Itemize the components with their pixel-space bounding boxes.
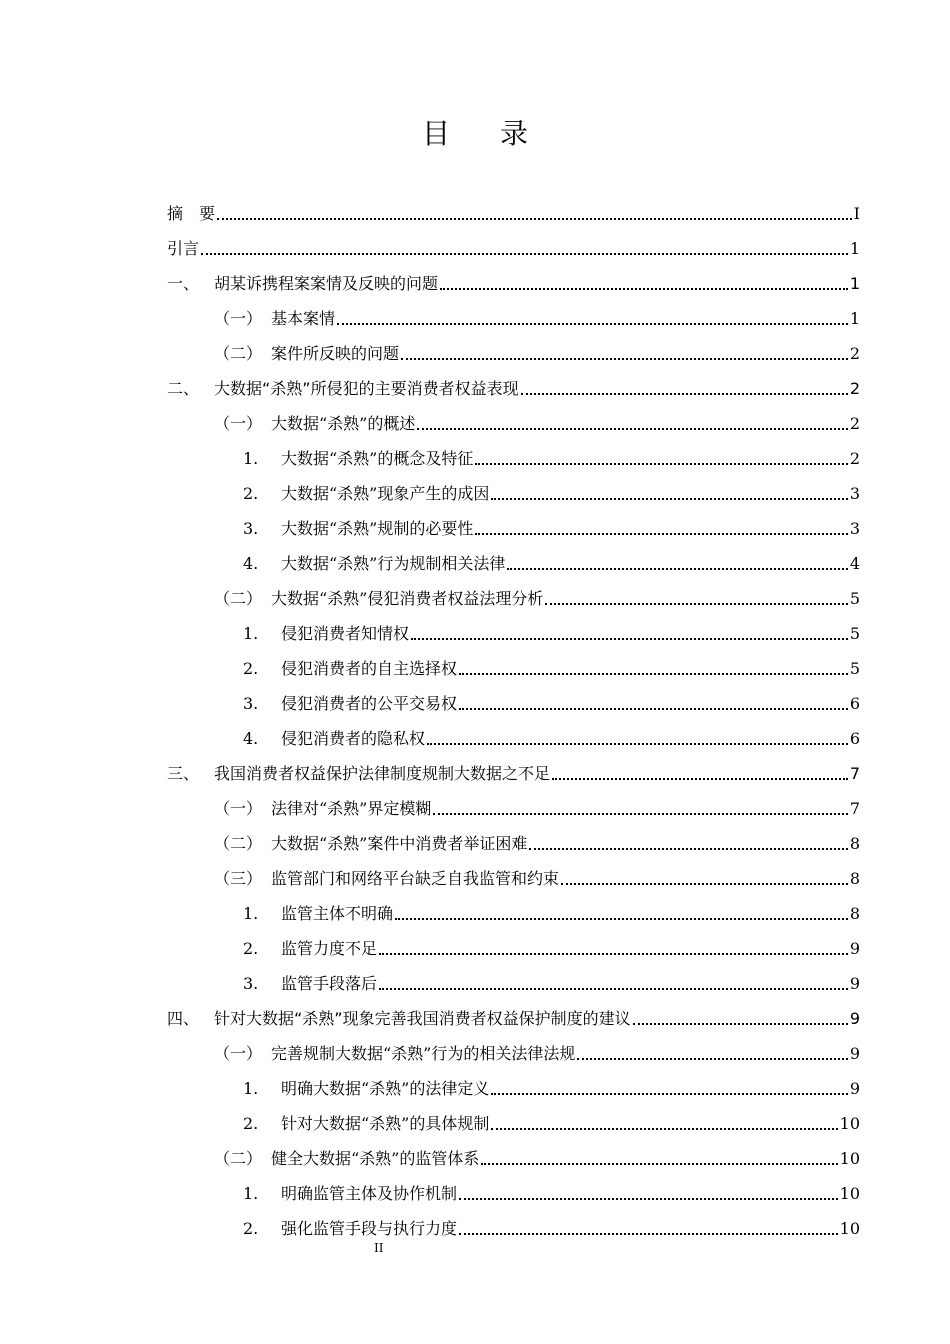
toc-leader (459, 707, 848, 710)
toc-page: 8 (849, 869, 860, 888)
toc-entry-section[interactable] (167, 330, 860, 365)
toc-entry-subsection[interactable] (167, 505, 860, 540)
toc-number: 四、 (167, 1009, 200, 1028)
toc-number: 1. (243, 449, 259, 468)
toc-page: 3 (849, 484, 860, 503)
toc-entry-section[interactable] (167, 785, 860, 820)
toc-title: 侵犯消费者的公平交易权 (281, 694, 458, 713)
toc-page: 6 (849, 694, 860, 713)
toc-leader (395, 917, 848, 920)
toc-page: 9 (849, 1044, 860, 1063)
toc-leader (529, 847, 847, 850)
toc-number: （一） (214, 799, 263, 818)
toc-leader (440, 287, 848, 290)
toc-page: 5 (849, 659, 860, 678)
toc-page: 9 (849, 939, 860, 958)
toc-title: 强化监管手段与执行力度 (281, 1219, 458, 1238)
toc-page: 10 (839, 1149, 860, 1168)
toc-number: （二） (214, 589, 263, 608)
toc-number: 摘 要 (167, 204, 216, 223)
toc-entry-section[interactable] (167, 400, 860, 435)
toc-number: （一） (214, 414, 263, 433)
toc-entry-subsection[interactable] (167, 435, 860, 470)
toc-number: 二、 (167, 379, 200, 398)
toc-page: 9 (849, 1079, 860, 1098)
toc-entry-section[interactable] (167, 1030, 860, 1065)
toc-page: 2 (849, 344, 860, 363)
toc-leader (521, 392, 848, 395)
toc-number: 3. (243, 694, 259, 713)
toc-page: I (853, 204, 860, 223)
toc-leader (379, 952, 848, 955)
toc-leader (217, 217, 852, 220)
toc-title: 大数据“杀熟”所侵犯的主要消费者权益表现 (214, 379, 519, 398)
toc-title: 明确大数据“杀熟”的法律定义 (281, 1079, 490, 1098)
toc-title: 针对大数据“杀熟”的具体规制 (281, 1114, 490, 1133)
toc-title: 健全大数据“杀熟”的监管体系 (271, 1149, 480, 1168)
toc-entry-intro[interactable] (167, 225, 860, 260)
toc-page: 8 (849, 834, 860, 853)
title-char-1: 目 (421, 117, 450, 150)
toc-leader (545, 602, 847, 605)
toc-number: 4. (243, 554, 259, 573)
toc-entry-subsection[interactable] (167, 1065, 860, 1100)
toc-title: 基本案情 (271, 309, 336, 328)
toc-leader (491, 497, 847, 500)
toc-title: 侵犯消费者知情权 (281, 624, 410, 643)
toc-number: 4. (243, 729, 259, 748)
toc-leader (577, 1057, 847, 1060)
toc-title: 引言 (167, 239, 200, 258)
toc-title: 完善规制大数据“杀熟”行为的相关法律法规 (271, 1044, 576, 1063)
toc-number: （一） (214, 1044, 263, 1063)
toc-title: 法律对“杀熟”界定模糊 (271, 799, 432, 818)
toc-page: 7 (849, 799, 860, 818)
toc-title: 大数据“杀熟”案件中消费者举证困难 (271, 834, 528, 853)
toc-leader (561, 882, 848, 885)
toc-number: （二） (214, 344, 263, 363)
toc-page: 8 (849, 904, 860, 923)
toc-number: （一） (214, 309, 263, 328)
toc-leader (475, 462, 847, 465)
toc-page: 1 (849, 309, 860, 328)
toc-number: 1. (243, 1079, 259, 1098)
toc-title: 大数据“杀熟”的概述 (271, 414, 416, 433)
toc-page: 1 (849, 274, 860, 293)
toc-title: 大数据“杀熟”现象产生的成因 (281, 484, 490, 503)
toc-entry-subsection[interactable] (167, 1170, 860, 1205)
toc-number: （二） (214, 1149, 263, 1168)
toc-leader (417, 427, 847, 430)
toc-entry-subsection[interactable] (167, 610, 860, 645)
toc-number: 2. (243, 1114, 259, 1133)
toc-number: （三） (214, 869, 263, 888)
toc-title: 案件所反映的问题 (271, 344, 400, 363)
toc-number: 1. (243, 904, 259, 923)
page-number-footer: II (374, 1241, 384, 1255)
toc-title: 胡某诉携程案案情及反映的问题 (214, 274, 439, 293)
toc-number: 3. (243, 519, 259, 538)
toc-number: 2. (243, 659, 259, 678)
toc-entry-section[interactable] (167, 575, 860, 610)
toc-leader (459, 1232, 838, 1235)
toc-entry-chapter[interactable] (167, 365, 860, 400)
toc-page: 2 (849, 414, 860, 433)
toc-entry-subsection[interactable] (167, 470, 860, 505)
toc-number: 2. (243, 484, 259, 503)
toc-leader (491, 1092, 847, 1095)
toc-entry-subsection[interactable] (167, 680, 860, 715)
toc-entry-section[interactable] (167, 855, 860, 890)
toc-page: 1 (849, 239, 860, 258)
toc-title: 侵犯消费者的隐私权 (281, 729, 426, 748)
toc-title: 大数据“杀熟”的概念及特征 (281, 449, 474, 468)
toc-number: 1. (243, 1184, 259, 1203)
toc-number: 3. (243, 974, 259, 993)
toc-title: 监管手段落后 (281, 974, 378, 993)
toc-title: 明确监管主体及协作机制 (281, 1184, 458, 1203)
title-char-2: 录 (500, 117, 529, 150)
toc-entry-subsection[interactable] (167, 1100, 860, 1135)
toc-entry-chapter[interactable] (167, 750, 860, 785)
toc-title: 侵犯消费者的自主选择权 (281, 659, 458, 678)
toc-leader (633, 1022, 848, 1025)
toc-leader (411, 637, 848, 640)
toc-title: 大数据“杀熟”侵犯消费者权益法理分析 (271, 589, 544, 608)
toc-entry-subsection[interactable] (167, 540, 860, 575)
toc-page: 9 (849, 1009, 860, 1028)
toc-entry-subsection[interactable] (167, 645, 860, 680)
toc-leader (552, 777, 848, 780)
toc-leader (475, 532, 847, 535)
toc-leader (401, 357, 848, 360)
toc-page: 3 (849, 519, 860, 538)
toc-leader (459, 1197, 838, 1200)
toc-leader (201, 252, 848, 255)
toc-leader (481, 1162, 837, 1165)
toc-entry-subsection[interactable] (167, 890, 860, 925)
page-title (0, 112, 950, 152)
toc-entry-subsection[interactable] (167, 715, 860, 750)
toc-page: 2 (849, 449, 860, 468)
toc-title: 监管力度不足 (281, 939, 378, 958)
toc-entry-section[interactable] (167, 820, 860, 855)
toc-page: 9 (849, 974, 860, 993)
toc-title: 监管主体不明确 (281, 904, 394, 923)
toc-number: 2. (243, 939, 259, 958)
toc-page: 6 (849, 729, 860, 748)
toc-leader (507, 567, 847, 570)
toc-entry-subsection[interactable] (167, 925, 860, 960)
toc-number: 1. (243, 624, 259, 643)
toc-number: 一、 (167, 274, 200, 293)
toc-leader (459, 672, 848, 675)
table-of-contents (167, 190, 860, 1240)
toc-title: 监管部门和网络平台缺乏自我监管和约束 (271, 869, 560, 888)
toc-title: 针对大数据“杀熟”现象完善我国消费者权益保护制度的建议 (214, 1009, 631, 1028)
toc-number: （二） (214, 834, 263, 853)
toc-entry-abstract[interactable] (167, 190, 860, 225)
toc-entry-section[interactable] (167, 295, 860, 330)
toc-entry-chapter[interactable] (167, 995, 860, 1030)
toc-page: 5 (849, 624, 860, 643)
toc-leader (337, 322, 848, 325)
toc-page: 10 (839, 1219, 860, 1238)
toc-title: 大数据“杀熟”行为规制相关法律 (281, 554, 506, 573)
toc-title: 我国消费者权益保护法律制度规制大数据之不足 (214, 764, 551, 783)
toc-leader (491, 1127, 837, 1130)
toc-leader (427, 742, 848, 745)
toc-entry-subsection[interactable] (167, 960, 860, 995)
toc-number: 三、 (167, 764, 200, 783)
toc-page: 4 (849, 554, 860, 573)
toc-title: 大数据“杀熟”规制的必要性 (281, 519, 474, 538)
toc-leader (433, 812, 847, 815)
toc-page: 10 (839, 1184, 860, 1203)
toc-page: 10 (839, 1114, 860, 1133)
toc-entry-section[interactable] (167, 1135, 860, 1170)
toc-page: 5 (849, 589, 860, 608)
toc-entry-subsection[interactable] (167, 1205, 860, 1240)
toc-entry-chapter[interactable] (167, 260, 860, 295)
toc-page: 2 (849, 379, 860, 398)
toc-number: 2. (243, 1219, 259, 1238)
toc-leader (379, 987, 848, 990)
toc-page: 7 (849, 764, 860, 783)
